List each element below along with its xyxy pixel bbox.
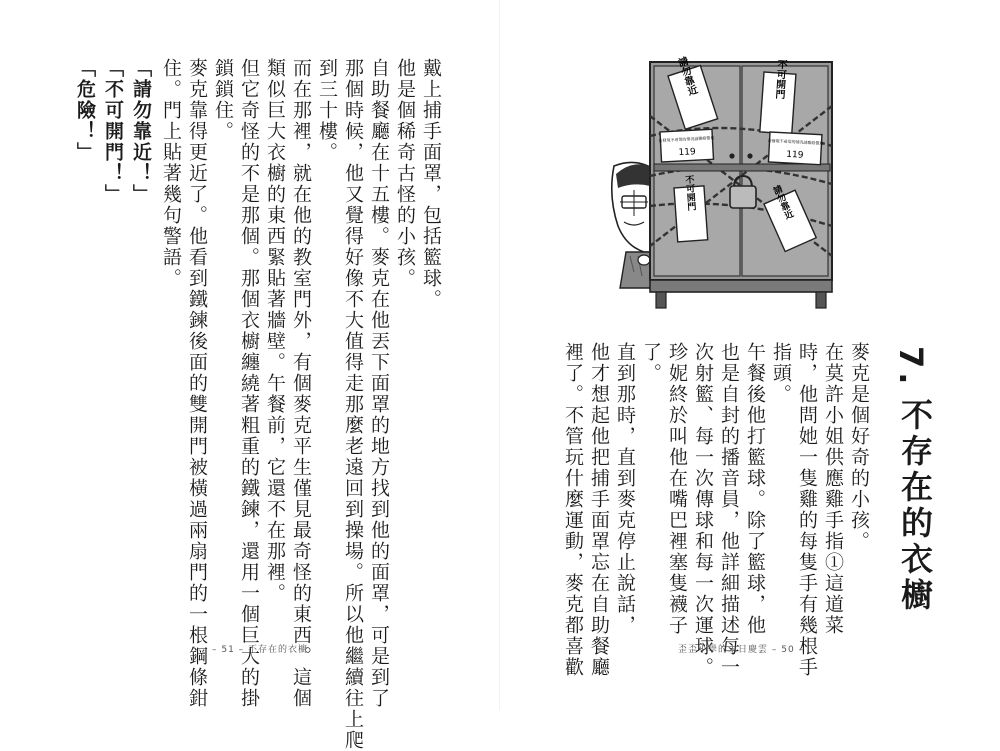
- sign-notice-right-text: 若發現不尋常的情況請聯絡警局: [767, 137, 824, 146]
- warning-keep-away: 「請勿靠近！」: [130, 58, 152, 205]
- right-col-1: 麥克是個好奇的小孩。: [848, 342, 870, 552]
- left-col-8: 但它奇怪的不是那個。那個衣櫥纏繞著粗重的鐵鍊，還用一個巨大的掛: [238, 58, 260, 709]
- left-col-3: 自助餐廳在十五樓。麥克在他丟下面罩的地方找到他的面罩，可是到了: [368, 58, 390, 709]
- left-col-9: 鎖鎖住。: [212, 58, 234, 142]
- left-page-footer: – 51 – 不存在的衣櫥: [212, 645, 309, 655]
- right-col-2: 在莫許小姐供應雞手指①這道菜: [822, 342, 844, 636]
- sign-notice-left-num: 119: [678, 147, 696, 159]
- sign-notice-right: [766, 132, 823, 165]
- left-col-6: 而在那裡，就在他的教室門外，有個麥克平生僅見最奇怪的東西。這個: [290, 58, 312, 709]
- warning-do-not-open: 「不可開門！」: [102, 58, 124, 205]
- right-col-4: 指頭。: [770, 342, 792, 405]
- sign-notice-left-text: 若發現不尋常的情況請聯絡警局: [658, 135, 715, 144]
- sign-keep-away-bottom-text: 請勿靠近: [770, 184, 794, 222]
- right-col-6: 也是自封的播音員，他詳細描述每一: [718, 342, 740, 678]
- warning-danger: 「危險！」: [74, 58, 96, 163]
- sign-do-not-open-top-text: 不可開門: [772, 58, 787, 100]
- sign-do-not-open-bottom-text: 不可開門: [683, 174, 696, 212]
- left-col-11: 住。門上貼著幾句警語。: [160, 58, 182, 289]
- left-col-7: 類似巨大衣櫥的東西緊貼著牆壁。午餐前，它還不在那裡。: [264, 58, 286, 604]
- right-col-7: 次射籃、每一次傳球和每一次運球。: [692, 342, 714, 678]
- sign-notice-right-num: 119: [785, 149, 804, 161]
- chapter-title: 不存在的衣櫥: [896, 398, 934, 614]
- chapter-number: 7.: [892, 346, 930, 389]
- right-page-footer: 歪歪小學的末日慶雲 – 50 –: [678, 645, 805, 655]
- left-col-5: 到三十樓。: [316, 58, 338, 163]
- left-col-1: 戴上捕手面罩，包括籃球。: [420, 58, 442, 310]
- sign-notice-left: [658, 129, 715, 162]
- right-col-9: 了。: [640, 342, 662, 384]
- left-col-4: 那個時候，他又覺得好像不大值得走那麼老遠回到操場。所以他繼續往上爬: [342, 58, 364, 751]
- right-col-8: 珍妮終於叫他在嘴巴裡塞隻襪子: [666, 342, 688, 636]
- left-col-2: 他是個稀奇古怪的小孩。: [394, 58, 416, 289]
- right-col-12: 裡了。不管玩什麼運動，麥克都喜歡: [562, 342, 584, 678]
- boy-peeking-icon: [612, 162, 652, 288]
- right-col-5: 午餐後他打籃球。除了籃球，他: [744, 342, 766, 636]
- left-col-10: 麥克靠得更近了。他看到鐵鍊後面的雙開門被橫過兩扇門的一根鋼條鉗: [186, 58, 208, 709]
- right-page: [500, 0, 1000, 710]
- right-col-3: 時，他問她一隻雞的每隻手有幾根手: [796, 342, 818, 678]
- wardrobe-illustration: [604, 56, 836, 316]
- sign-keep-away-top-text: 請勿靠近: [674, 56, 698, 98]
- right-col-11: 他才想起他把捕手面罩忘在自助餐廳: [588, 342, 610, 678]
- right-col-10: 直到那時，直到麥克停止說話，: [614, 342, 636, 636]
